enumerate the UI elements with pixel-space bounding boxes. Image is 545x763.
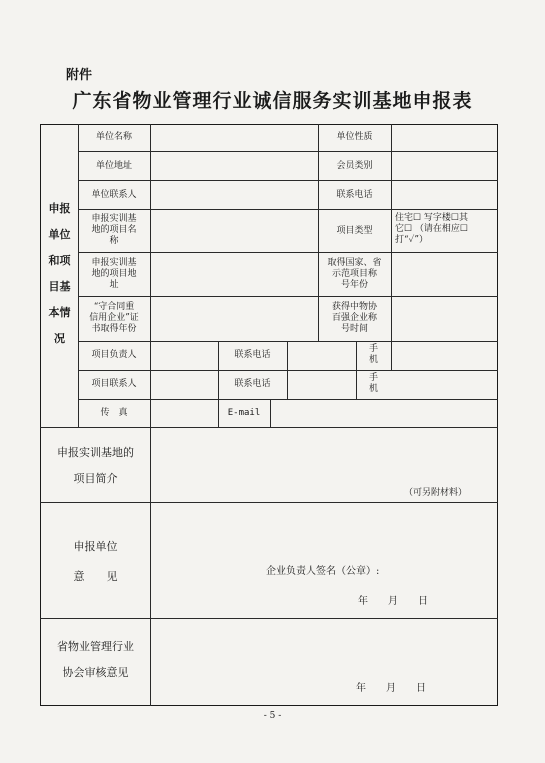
project-type-options: 住宅☐ 写字楼☐其 它☐ （请在相应☐ 打“✓”） [395,213,468,245]
row-line-6 [78,341,498,342]
row-line-3 [78,209,498,210]
association-review-label: 省物业管理行业 协会审核意见 [57,640,134,679]
col-line-e [287,341,288,399]
row-line-1 [78,151,498,152]
applicant-opinion-label: 申报单位 意 见 [73,540,118,583]
row-line-5 [78,296,498,297]
section-line-2 [40,502,498,503]
top100-label: 获得中物协 百强企业称 号时间 [331,302,377,334]
unit-nature-label: 单位性质 [336,132,373,142]
fax-label: 传 真 [100,408,128,418]
project-type-label: 项目类型 [336,226,373,236]
row-line-8 [78,399,498,400]
section-line-1 [40,427,498,428]
row-line-7 [78,370,498,371]
model-project-label: 取得国家、省 示范项目称 号年份 [327,258,382,290]
contact-phone-label: 联系电话 [336,190,373,200]
col-line-c [391,124,392,370]
credit-certificate-label: “守合同重 信用企业”证 书取得年份 [89,302,139,334]
form-title: 广东省物业管理行业诚信服务实训基地申报表 [72,90,473,112]
project-contact-label: 项目联系人 [91,379,137,389]
unit-contact-label: 单位联系人 [91,190,137,200]
applicant-section-label: 申报 单位 和项 目基 本情 况 [48,202,71,345]
member-category-label: 会员类别 [336,161,373,171]
project-intro-label: 申报实训基地的 项目简介 [57,446,134,485]
row-line-4 [78,252,498,253]
attach-materials-note: （可另附材料） [404,488,468,498]
project-name-label: 申报实训基 地的项目名 称 [91,214,137,246]
manager-mobile-label: 手 机 [368,344,378,365]
section-line-3 [40,618,498,619]
attachment-label: 附件 [66,68,93,83]
opinion-date-label: 年 月 日 [358,596,428,607]
col-line-g [270,399,271,427]
review-date-label: 年 月 日 [356,683,426,694]
project-contact-phone-label: 联系电话 [234,379,271,389]
project-contact-mobile-label: 手 机 [368,373,378,394]
project-manager-label: 项目负责人 [91,350,137,360]
project-address-label: 申报实训基 地的项目地 址 [91,258,137,290]
row-line-2 [78,180,498,181]
col-line-a [150,124,151,706]
page-number: - 5 - [263,711,282,721]
manager-phone-label: 联系电话 [234,350,271,360]
signature-seal-label: 企业负责人签名（公章）: [266,566,380,577]
unit-address-label: 单位地址 [95,161,132,171]
unit-name-label: 单位名称 [95,132,132,142]
email-label: E-mail [227,408,261,418]
